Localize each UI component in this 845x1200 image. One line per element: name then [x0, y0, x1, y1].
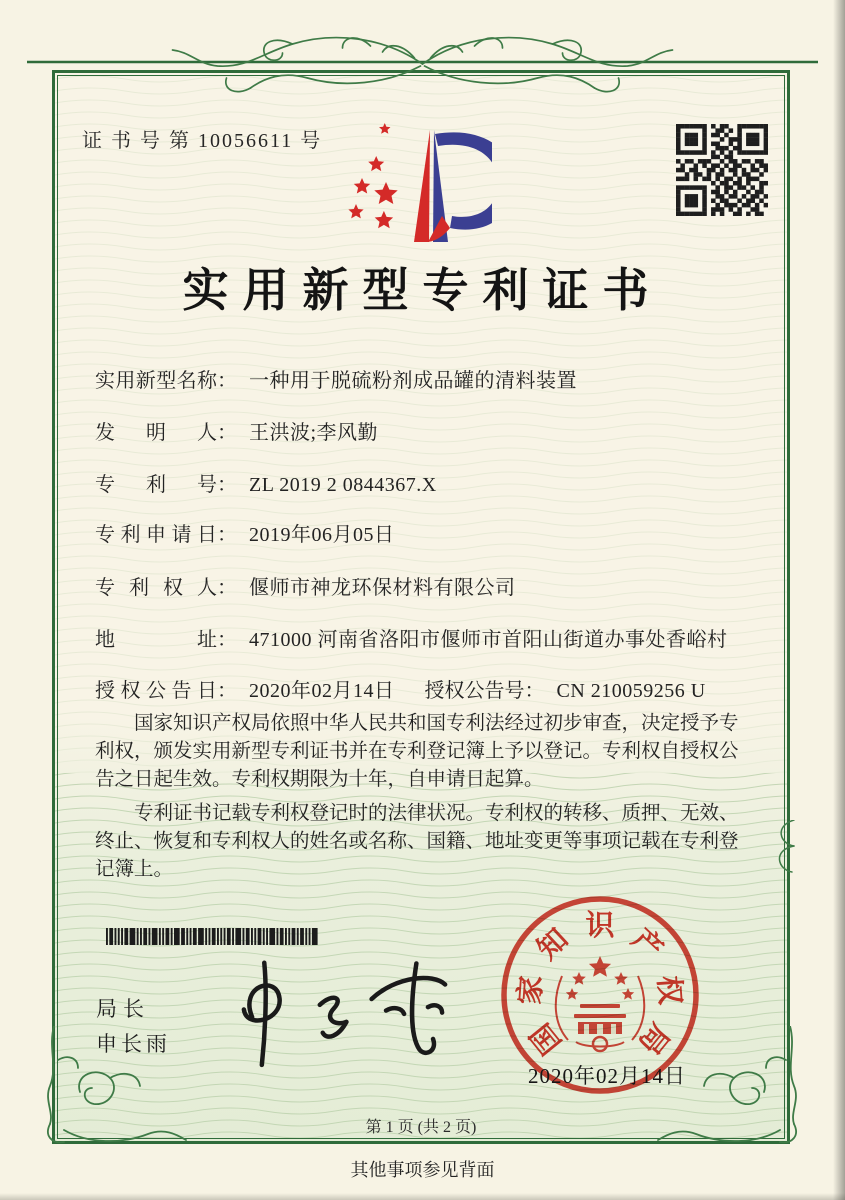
field-value-grant-date: 2020年02月14日 — [249, 680, 395, 702]
field-label: 专利申请日 — [95, 524, 217, 546]
field-colon: ： — [217, 474, 237, 496]
field-row-patent-number — [95, 470, 437, 500]
field-colon: ： — [217, 422, 237, 444]
page-number: 第 1 页 (共 2 页) — [365, 1119, 477, 1136]
barcode-icon — [106, 928, 322, 945]
grant-date-under-seal: 2020年02月14日 — [528, 1064, 686, 1088]
field-value-grant-number: CN 210059256 U — [556, 680, 706, 702]
field-value-utility-name: 一种用于脱硫粉剂成品罐的清料装置 — [249, 370, 577, 392]
back-side-note: 其他事项参见背面 — [350, 1160, 495, 1180]
field-colon: ： — [217, 629, 237, 651]
seal-char: 知 — [531, 922, 575, 967]
scan-edge-shadow-bottom — [0, 1193, 845, 1200]
field-colon: ： — [524, 680, 545, 702]
field-row-inventor — [95, 418, 378, 448]
field-row-patentee — [95, 573, 516, 603]
right-edge-ornament — [756, 820, 796, 874]
qr-code-icon — [676, 124, 768, 216]
field-colon: ： — [217, 577, 237, 599]
legal-paragraph-2: 专利证书记载专利权登记时的法律状况。专利权的转移、质押、无效、终止、恢复和专利权人的姓名或名称、国籍、地址变更等事项记载在专利登记簿上。 — [95, 803, 739, 880]
field-label-grant-number — [425, 680, 706, 702]
field-value-filing-date: 2019年06月05日 — [249, 524, 395, 546]
field-row-grant — [95, 676, 706, 706]
field-value-address: 471000 河南省洛阳市偃师市首阳山街道办事处香峪村 — [249, 629, 728, 651]
field-label: 地址 — [95, 629, 217, 651]
seal-char: 国 — [524, 1017, 568, 1060]
legal-text-block — [95, 710, 757, 890]
field-label: 实用新型名称 — [95, 370, 217, 392]
certificate-title: 实用新型专利证书 — [182, 265, 663, 316]
cnipa-logo-icon — [342, 120, 492, 246]
grant-number-label: 授权公告号 — [424, 680, 525, 702]
certificate-number: 证 书 号 第 10056611 号 — [82, 130, 323, 152]
field-row-address — [95, 625, 728, 655]
field-value-patentee: 偃师市神龙环保材料有限公司 — [249, 577, 516, 599]
director-signature-icon — [220, 948, 469, 1074]
field-row-filing-date — [95, 520, 395, 550]
bottom-left-corner-ornament — [44, 1026, 194, 1150]
seal-char: 权 — [651, 974, 686, 1006]
field-label: 专利权人 — [95, 577, 217, 599]
seal-char: 识 — [585, 910, 615, 942]
director-title-label: 局长 — [96, 998, 150, 1021]
field-row-utility-name — [95, 366, 577, 396]
top-border-ornament — [25, 22, 820, 108]
director-name-label: 申长雨 — [96, 1033, 171, 1056]
field-colon: ： — [217, 524, 237, 546]
seal-char: 局 — [632, 1017, 676, 1060]
legal-paragraph-1: 国家知识产权局依照中华人民共和国专利法经过初步审查，决定授予专利权，颁发实用新型专利证书并在专利登记簿上予以登记。专利权自授权公告之日起生效。专利权期限为十年，自申请日起算。 — [95, 713, 739, 790]
field-label: 专利号 — [95, 474, 217, 496]
field-colon: ： — [217, 680, 237, 702]
seal-char: 产 — [625, 922, 669, 967]
field-value-inventor: 王洪波;李风勤 — [249, 422, 379, 444]
field-colon: ： — [217, 370, 237, 392]
seal-char: 家 — [514, 974, 549, 1006]
field-label: 授权公告日 — [95, 680, 217, 702]
scan-edge-shadow-right — [833, 0, 845, 1200]
field-value-patent-number: ZL 2019 2 0844367.X — [249, 474, 437, 496]
field-label: 发明人 — [95, 422, 217, 444]
